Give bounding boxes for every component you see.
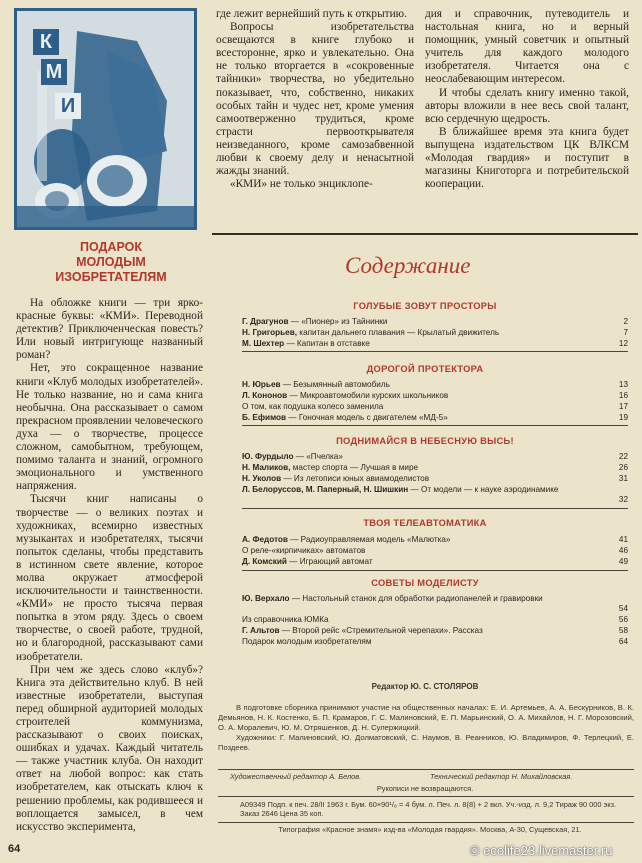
article-paragraph: где лежит вернейший путь к открытию. [216, 8, 407, 20]
article-paragraph: дия и справочник, путеводитель и настольная книга, но и верный помощник, умный советчик и опытный учитель для каждого молодого изобретателя. Читается она с неослабевающим интересом. [425, 8, 629, 86]
article-left-column [16, 297, 203, 834]
article-paragraph: Нет, это сокращенное название книги «Клуб молодых изобретателей». Не только название, но и сама книга необычна. Она рассказывает о самом прекрасном проявлении человеческого духа — о творчестве, процессе сложном, самобытном, требующем, помимо таланта и знаний, огромного эмоционального и умственного напряжения. [16, 362, 203, 493]
book-cover-image [14, 8, 197, 230]
article-title: ПОДАРОК МОЛОДЫМ ИЗОБРЕТАТЕЛЯМ [55, 240, 167, 284]
editor-line: Редактор Ю. С. СТОЛЯРОВ [371, 682, 479, 691]
article-paragraph: «КМИ» не только энциклопе- [230, 178, 373, 191]
contents-section-heading: ГОЛУБЫЕ ЗОВУТ ПРОСТОРЫ [353, 301, 497, 311]
imprint-credits [218, 703, 634, 753]
contents-section-heading: ДОРОГОЙ ПРОТЕКТОРА [366, 364, 484, 374]
tech-editor: Технический редактор Н. Михайловская. [430, 772, 573, 781]
typography-line: Типография «Красное знамя» изд-ва «Молодая гвардия». Москва, А-30, Сущевская, 21. [278, 825, 582, 834]
divider [242, 425, 628, 426]
contents-section-heading: СОВЕТЫ МОДЕЛИСТУ [371, 578, 479, 588]
article-paragraph: Вопросы изобретательства освещаются в книге глубоко и всесторонне, ярко и увлекательно. Она не только вторгается в «сокровенные тайники» творчества, но убедительно показывает, что, собственно, никаких особых тайн и чудес нет, кроме умения самоотверженно трудиться, кроме страсти первооткрывателя неизведанного, кроме самозабвенной любви к своему делу и ненасытной жажды знаний. [216, 21, 414, 178]
watermark: © ecolife23.livemaster.ru [470, 843, 613, 858]
divider [218, 796, 634, 797]
imprint-prep: В подготовке сборника принимают участие на общественных началах: Е. И. Артемьев, А. А. Бескурников, В. К. Демьянов, Н. К. Костенко, Б. П. Крамаров, Г. С. Малиновский, Е. П. Марьинский, О. А. Михайлов, Н. Г. Морозовский, О. А. Моралевич, Ю. М. Отряшенков, Д. Н. Сулержицкий. [218, 703, 634, 732]
divider [218, 822, 634, 823]
contents-section-heading: ТВОЯ ТЕЛЕАВТОМАТИКА [363, 518, 487, 528]
cover-letter-i: И [55, 93, 81, 119]
no-return-note: Рукописи не возвращаются. [376, 784, 474, 793]
article-paragraph: Тысячи книг написаны о творчестве — о великих поэтах и художниках, всемирно известных музыкантах и изобретателях, тысячи попыток сделаны, чтобы представить в истинном свете явление, которое молва окружает атмосферой исключительности и таинственности. «КМИ» не просто тысяча первая попытка в этом ряду. Здесь о своем творчестве, о своей работе, трудной, но и благородной, рассказывают сами изобретатели. [16, 493, 203, 663]
article-paragraph: И чтобы сделать книгу именно такой, авторы вложили в нее весь свой талант, всю сердечную щедрость. [425, 86, 629, 125]
contents-title: Содержание [345, 253, 471, 278]
article-middle-column [216, 8, 414, 191]
art-editor: Художественный редактор А. Белов. [230, 772, 362, 781]
divider [218, 769, 634, 770]
contents-entry: Л. Белоруссов, М. Паперный, Н. Шишкин — От модели — к науке аэродинамике 32 [242, 485, 628, 504]
divider [242, 508, 628, 509]
article-paragraph: При чем же здесь слово «клуб»? Книга эта действительно клуб. В ней известные изобретатели, выступая перед обширной аудиторией молодых строителей коммунизма, рассказывают о своих поисках, ошибках и удачах. Каждый читатель — также участник клуба. Он находит ответ на любой вопрос: как стать изобретателем, как отыскать ключ к решению проблемы, как родившееся и воплощается замысел, в чем искусство эксперимента, [16, 663, 203, 833]
cover-letter-m: М [41, 59, 67, 85]
divider [242, 570, 628, 571]
article-paragraph: На обложке книги — три ярко-красные буквы: «КМИ». Переводной детектив? Приключенческая повесть? Или новый интригующе названный роман? [16, 297, 203, 362]
divider [242, 351, 628, 352]
page-number: 64 [8, 843, 21, 855]
contents-section-heading: ПОДНИМАЙСЯ В НЕБЕСНУЮ ВЫСЬ! [336, 436, 514, 446]
contents-entry: Ю. Верхало — Настольный станок для обработки радиопанелей и гравировки 54 [242, 594, 628, 613]
article-paragraph: В ближайшее время эта книга будет выпущена издательством ЦК ВЛКСМ «Молодая гвардия» и поступит в магазины Книготорга и потребительской кооперации. [425, 125, 629, 191]
imprint-artists: Художники: Г. Малиновский, Ю. Долматовский, С. Наумов, В. Реанников, Ю. Владимиров, Ф. Терлецкий, Е. Поздеев. [218, 733, 634, 752]
article-right-column [425, 8, 629, 191]
cover-letter-k: К [33, 29, 59, 55]
print-info: А09349 Подп. к печ. 28/II 1963 г. Бум. 60×90¹/₈ = 4 бум. л. Печ. л. 8(8) + 2 вкл. Уч.-изд. л. 9,2 Тираж 90 000 экз. Заказ 2646 Цена 35 коп. [240, 800, 617, 818]
